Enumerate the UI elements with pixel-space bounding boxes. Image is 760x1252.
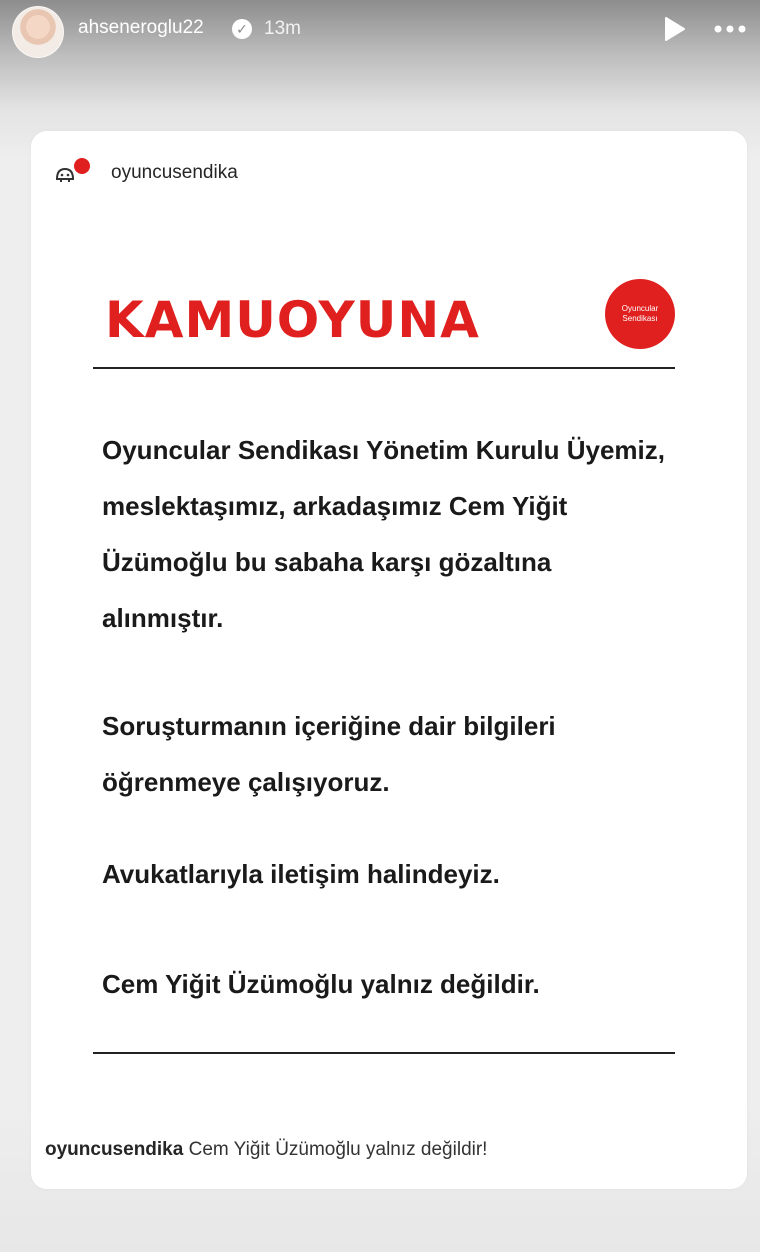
- more-options-icon[interactable]: [710, 14, 750, 44]
- post-caption: [45, 1139, 487, 1161]
- paragraph-solidarity: Cem Yiğit Üzümoğlu yalnız değildir.: [102, 969, 540, 999]
- caption-text: Cem Yiğit Üzümoğlu yalnız değildir!: [188, 1139, 488, 1160]
- story-time: 13m: [264, 18, 301, 39]
- announcement-headline: KAMUOYUNA: [105, 291, 480, 349]
- paragraph-investigation: Soruşturmanın içeriğine dair bilgileri öğrenmeye çalışıyoruz.: [102, 711, 556, 797]
- union-brand-badge: Oyuncular Sendikası: [605, 279, 675, 349]
- paragraph-lawyers: Avukatlarıyla iletişim halindeyiz.: [102, 859, 500, 889]
- play-icon[interactable]: [660, 14, 688, 44]
- union-logo-icon: [51, 157, 95, 187]
- story-username[interactable]: ahseneroglu22: [78, 17, 204, 38]
- profile-avatar[interactable]: [12, 6, 64, 58]
- divider-bottom: [93, 1052, 675, 1054]
- paragraph-detention: Oyuncular Sendikası Yönetim Kurulu Üyemiz, meslektaşımız, arkadaşımız Cem Yiğit Üzümoğlu bu sabaha karşı gözaltına alınmıştır.: [102, 435, 665, 633]
- post-author[interactable]: oyuncusendika: [111, 162, 238, 183]
- shared-post-card[interactable]: [31, 131, 747, 1189]
- divider-top: [93, 367, 675, 369]
- verified-badge-icon: ✓: [232, 19, 252, 39]
- caption-author[interactable]: oyuncusendika: [45, 1139, 184, 1160]
- story-header: [0, 0, 760, 64]
